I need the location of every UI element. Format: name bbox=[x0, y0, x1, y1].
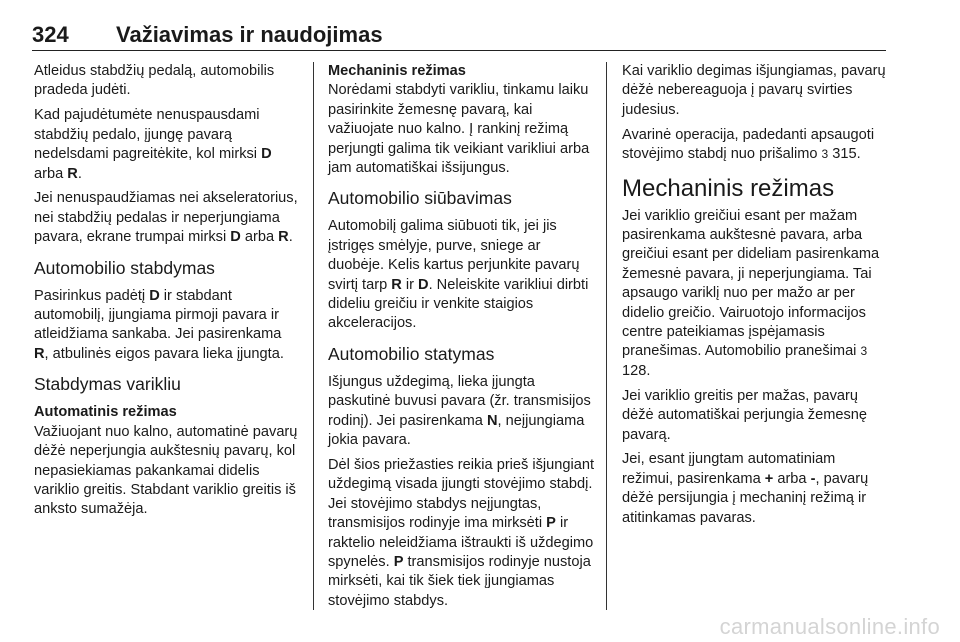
text: ir bbox=[401, 276, 419, 293]
paragraph bbox=[328, 456, 596, 611]
paragraph: Norėdami stabdyti varikliu, tinkamu laiku pasirinkite žemesnę pavarą, kai važiuojate nuo kalno. Į rankinį režimą perjungti galima tik veikiant varikliui arba jam automatiškai išsijungus. bbox=[328, 82, 590, 177]
section-heading: Automobilio stabdymas bbox=[34, 257, 215, 278]
text: , pavarų dėžė persijungia į mechaninį režimą ir atitinkamas pavaras. bbox=[622, 470, 869, 526]
paragraph bbox=[328, 217, 596, 333]
page-reference-arrow-icon: 3 bbox=[860, 344, 868, 359]
text: . bbox=[77, 165, 82, 182]
column-2 bbox=[328, 62, 596, 617]
section-heading: Automobilio statymas bbox=[328, 343, 495, 364]
page-reference-link[interactable]: 128 bbox=[622, 362, 647, 379]
text: Kad pajudėtumėte nenuspausdami stabdžių pedalo, įjungę pavarą nedelsdami pagreitėkite, kol mirksi bbox=[34, 107, 262, 163]
text: . Neleiskite varikliui dirbti dideliu greičiu ir venkite staigios akceleracijos. bbox=[328, 276, 589, 332]
gear-letter: R bbox=[278, 229, 289, 246]
page-reference-link[interactable]: 315 bbox=[832, 146, 857, 163]
paragraph: Kai variklio degimas išjungiamas, pavarų dėžė nebereaguoja į pavarų svirties judesius. bbox=[622, 63, 886, 118]
column-3 bbox=[622, 62, 890, 534]
gear-letter: R bbox=[67, 165, 78, 182]
text: transmisijos rodinyje nustoja mirksėti, kai tik šiek tiek įjungiamas stovėjimo stabdys. bbox=[328, 554, 591, 609]
gear-letter: D bbox=[418, 276, 429, 293]
gear-letter: N bbox=[486, 412, 498, 429]
paragraph bbox=[622, 450, 890, 528]
text: arba bbox=[773, 470, 811, 487]
minus-symbol: - bbox=[810, 470, 816, 487]
column-1 bbox=[34, 62, 300, 525]
subheading: Automatinis režimas bbox=[34, 404, 177, 421]
text: Pasirinkus padėtį bbox=[34, 287, 150, 304]
text: Automobilį galima siūbuoti tik, jei jis įstrigęs smėlyje, purve, sniege ar duobėje. Kelis kartus perjunkite pavarų svirtį tarp bbox=[328, 218, 580, 293]
watermark: carmanualsonline.info bbox=[719, 614, 940, 639]
text: Jei nenuspaudžiamas nei akseleratorius, nei stabdžių pedalas ir neperjungiama pavara, ekrane trumpai mirksi bbox=[34, 190, 298, 246]
section-heading: Automobilio siūbavimas bbox=[328, 188, 512, 209]
gear-letter: R bbox=[34, 345, 45, 362]
text: Išjungus uždegimą, lieka įjungta paskutinė buvusi pavara (žr. transmisijos rodinį). Jei pasirenkama bbox=[328, 373, 591, 429]
plus-symbol: + bbox=[764, 470, 774, 487]
text: , atbulinės eigos pavara lieka įjungta. bbox=[44, 345, 284, 362]
text: . bbox=[288, 229, 293, 246]
page-header bbox=[32, 22, 886, 51]
gear-letter: D bbox=[261, 146, 272, 163]
gear-letter: D bbox=[230, 229, 241, 246]
text: arba bbox=[34, 165, 68, 182]
paragraph bbox=[34, 287, 300, 365]
text: Jei variklio greičiui esant per mažam pasirenkama aukštesnė pavara, arba greičiui esant per dideliam pasirenkama žemesnė pavara, ji neperjungiama. Tai apsaugo variklį nuo per mažo ar per didelio greičio. Vairuotojo informacijos centre pateikiamas įspėjamasis pranešimas. Automobilio pranešimai bbox=[622, 207, 880, 360]
text: ir raktelio neleidžiama ištraukti iš uždegimo spynelės. bbox=[328, 515, 594, 571]
paragraph bbox=[328, 373, 596, 451]
column-divider bbox=[606, 62, 607, 610]
paragraph bbox=[34, 106, 300, 184]
paragraph: Važiuojant nuo kalno, automatinė pavarų dėžė neperjungia aukštesnių pavarų, kol nepasiekiamas pakankamai didelis variklio greitis. Stabdant variklio greitis iš anksto sumažėja. bbox=[34, 423, 298, 518]
paragraph: Atleidus stabdžių pedalą, automobilis pradeda judėti. bbox=[34, 63, 275, 99]
paragraph bbox=[622, 126, 890, 165]
text: Jei, esant įjungtam automatiniam režimui, pasirenkama bbox=[622, 451, 836, 487]
column-divider bbox=[313, 62, 314, 610]
section-heading: Stabdymas varikliu bbox=[34, 374, 181, 395]
text: ir stabdant automobilį, įjungiama pirmoji pavara ir atleidžiama sankaba. Jei pasirenkama bbox=[34, 287, 282, 343]
text: . bbox=[856, 146, 861, 163]
section-title: Važiavimas ir naudojimas bbox=[116, 22, 383, 47]
gear-letter: P bbox=[393, 554, 404, 571]
paragraph bbox=[622, 207, 890, 382]
gear-letter: P bbox=[546, 515, 556, 532]
paragraph bbox=[34, 189, 300, 247]
text: Avarinė operacija, padedanti apsaugoti stovėjimo stabdį nuo prišalimo bbox=[622, 126, 875, 163]
page-number: 324 bbox=[32, 22, 69, 47]
text: , neįjungiama jokia pavara. bbox=[328, 412, 585, 449]
paragraph: Jei variklio greitis per mažas, pavarų dėžė automatiškai perjungia žemesnę pavarą. bbox=[622, 387, 867, 443]
text: Dėl šios priežasties reikia prieš išjungiant uždegimą visada įjungti stovėjimo stabdį. Jei stovėjimo stabdys neįjungtas, transmisijos rodinyje ima mirksėti bbox=[328, 457, 595, 532]
gear-letter: D bbox=[149, 287, 160, 304]
page-reference-arrow-icon: 3 bbox=[821, 147, 829, 162]
subheading: Mechaninis režimas bbox=[328, 63, 466, 79]
text: arba bbox=[240, 229, 279, 246]
section-heading-large: Mechaninis režimas bbox=[622, 174, 835, 202]
text: . bbox=[646, 362, 651, 379]
gear-letter: R bbox=[391, 276, 402, 293]
